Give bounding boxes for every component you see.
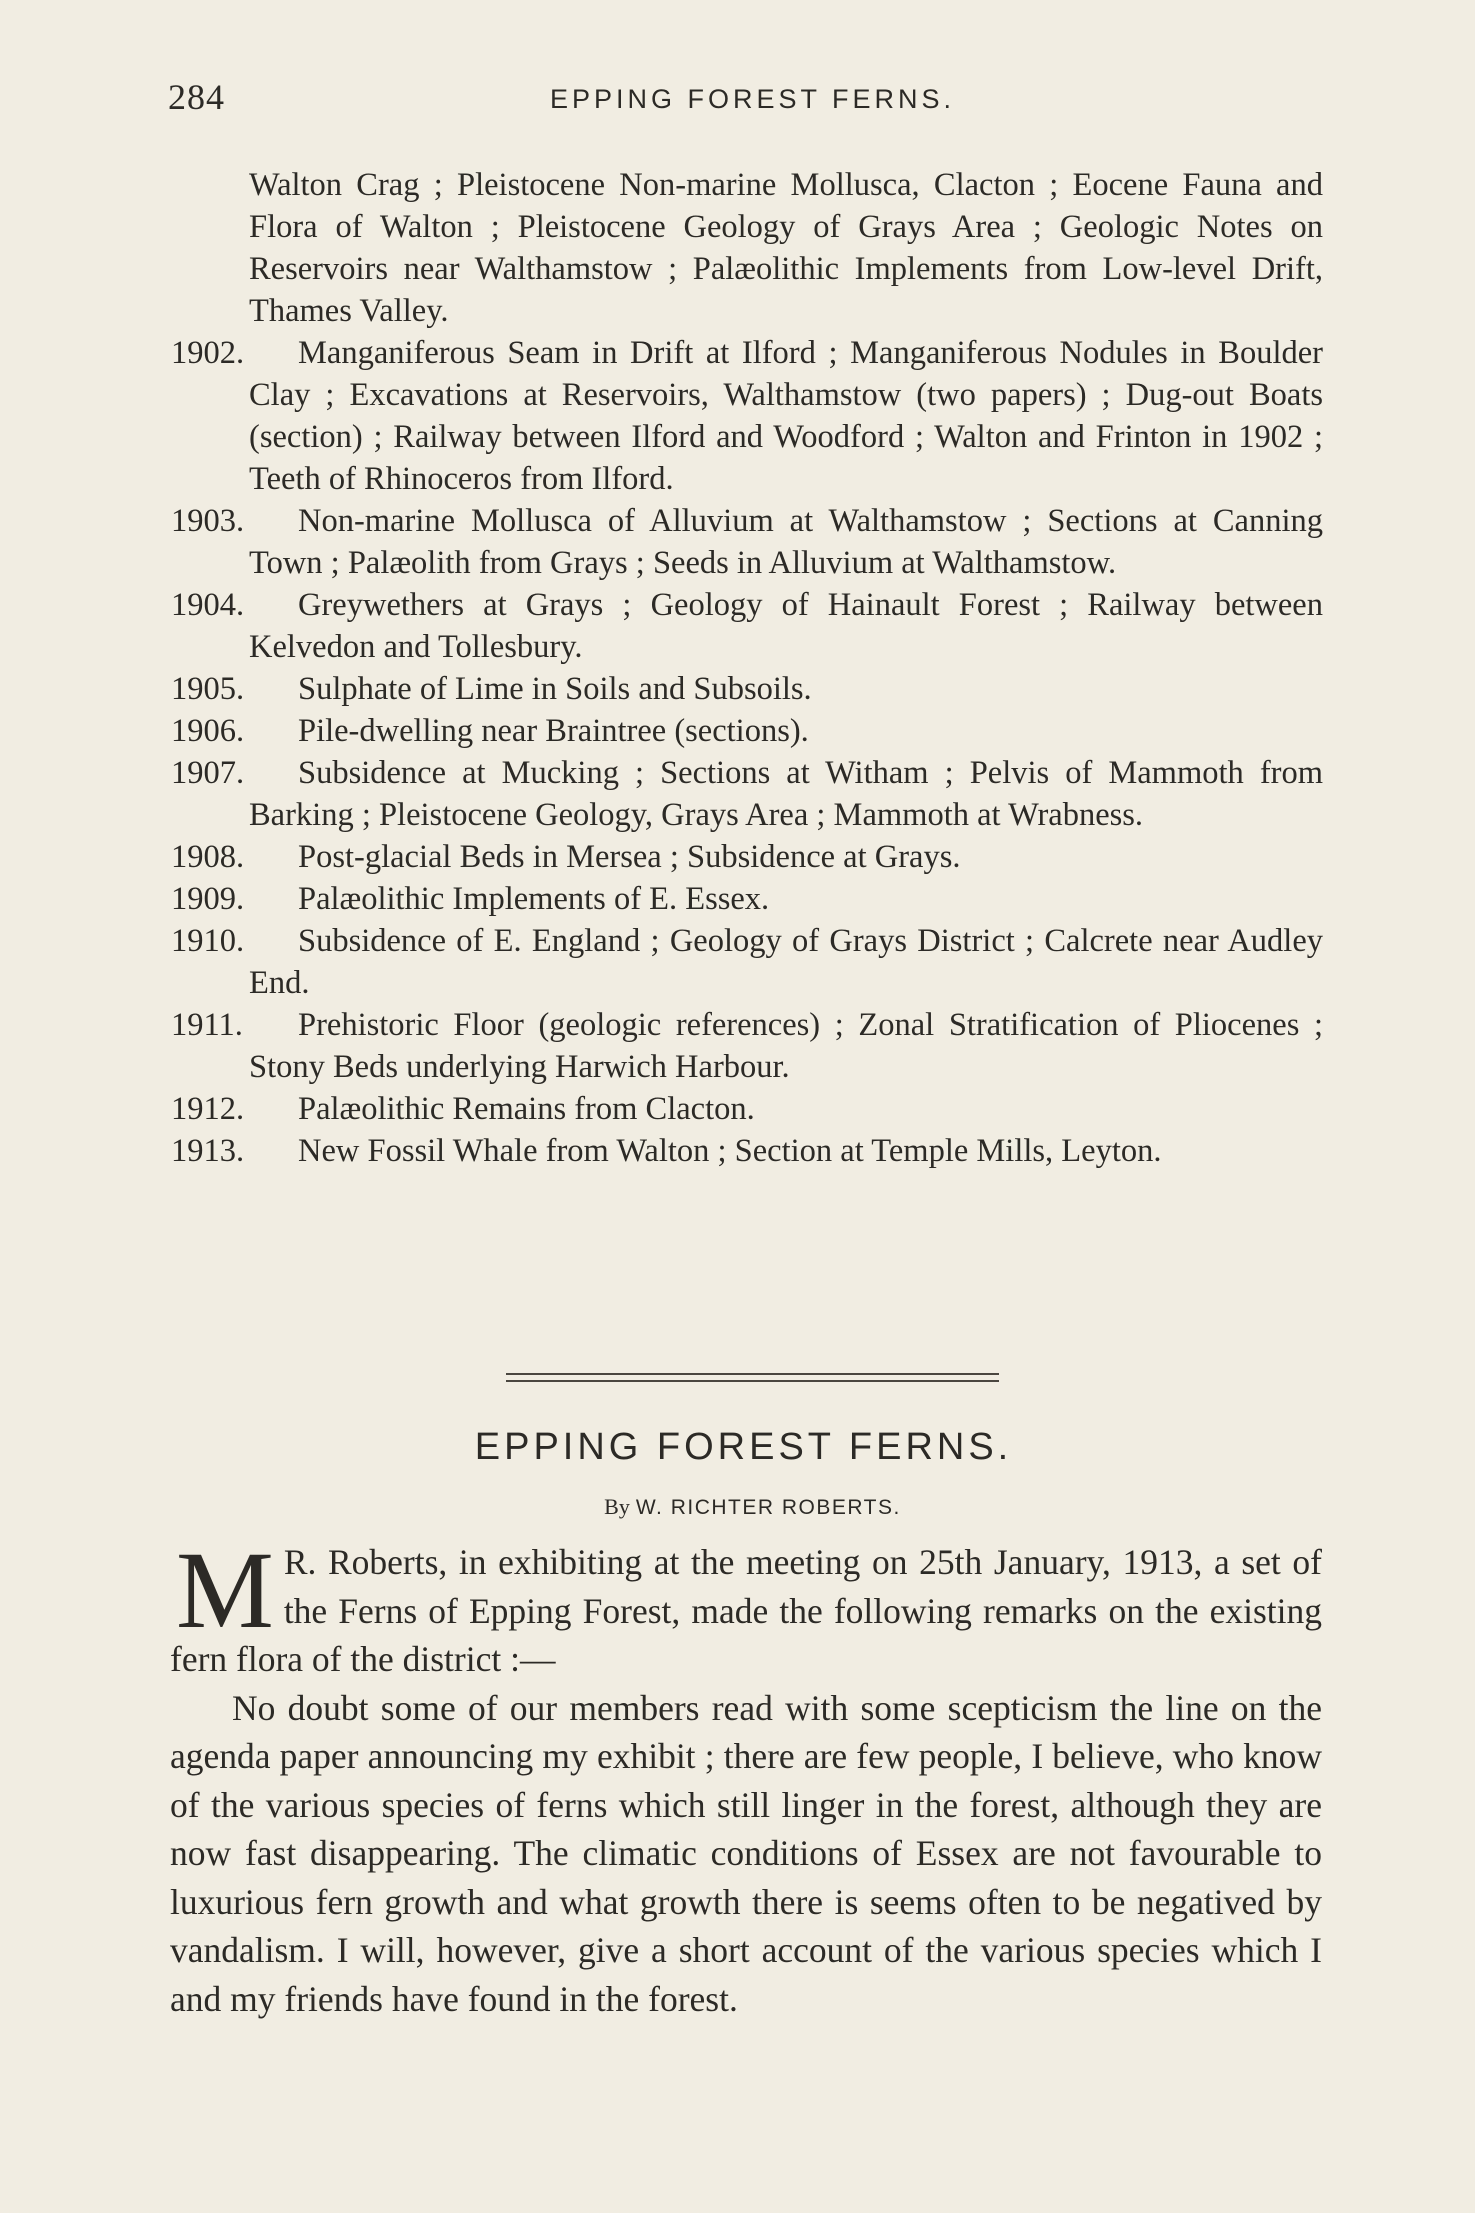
- entry-year: 1903.: [171, 503, 245, 539]
- entry-text: Manganiferous Seam in Drift at Ilford ; Manganiferous Nodules in Boulder Clay ; Excavations at Reservoirs, Walthamstow (two papers) ; Dug-out Boats (section) ; Railway between Ilford and Woodford ; Walton and Frinton in 1902 ; Teeth of Rhinoceros from Ilford.: [249, 335, 1323, 497]
- paragraph: [170, 1529, 1322, 1684]
- list-item: [171, 332, 1323, 500]
- bibliography-list: [171, 164, 1323, 1172]
- entry-text: Post-glacial Beds in Mersea ; Subsidence at Grays.: [298, 839, 961, 875]
- entry-year: 1909.: [171, 881, 245, 917]
- section-divider-bottom: [506, 1380, 999, 1382]
- list-item: [171, 710, 1323, 752]
- entry-text: Pile-dwelling near Braintree (sections).: [298, 713, 809, 749]
- entry-text: Non-marine Mollusca of Alluvium at Walthamstow ; Sections at Canning Town ; Palæolith from Grays ; Seeds in Alluvium at Walthamstow.: [249, 503, 1323, 581]
- paragraph: [170, 1684, 1322, 2024]
- list-item: [171, 668, 1323, 710]
- entry-year: 1902.: [171, 335, 245, 371]
- entry-text: Palæolithic Remains from Clacton.: [298, 1091, 755, 1127]
- byline: [0, 1494, 1475, 1520]
- article-title: EPPING FOREST FERNS.: [474, 1426, 1013, 1468]
- section-divider-top: [506, 1373, 999, 1375]
- byline-prefix: By: [604, 1494, 630, 1519]
- list-item: [171, 878, 1323, 920]
- entry-year: 1905.: [171, 671, 245, 707]
- entry-text: Palæolithic Implements of E. Essex.: [298, 881, 770, 917]
- entry-text: Greywethers at Grays ; Geology of Hainault Forest ; Railway between Kelvedon and Tollesbury.: [249, 587, 1323, 665]
- list-item: [171, 836, 1323, 878]
- list-item: [171, 1130, 1323, 1172]
- page-number: 284: [168, 77, 225, 117]
- paragraph-text: R. Roberts, in exhibiting at the meeting on 25th January, 1913, a set of the Ferns of Epping Forest, made the following remarks on the existing fern flora of the district :—: [170, 1542, 1322, 1679]
- entry-year: 1906.: [171, 713, 245, 749]
- entry-text: Prehistoric Floor (geologic references) ; Zonal Stratification of Pliocenes ; Stony Beds underlying Harwich Harbour.: [249, 1007, 1323, 1085]
- running-title: EPPING FOREST FERNS.: [549, 84, 956, 114]
- article-body: [170, 1529, 1322, 2023]
- list-item: [171, 500, 1323, 584]
- list-item: [171, 1088, 1323, 1130]
- entry-text: New Fossil Whale from Walton ; Section at Temple Mills, Leyton.: [298, 1133, 1162, 1169]
- paragraph-text: No doubt some of our members read with some scepticism the line on the agenda paper announcing my exhibit ; there are few people, I believe, who know of the various species of ferns which still linger in the forest, although they are now fast disappearing. The climatic conditions of Essex are not favourable to luxurious fern growth and what growth there is seems often to be negatived by vandalism. I will, however, give a short account of the various species which I and my friends have found in the forest.: [170, 1687, 1322, 2019]
- entry-year: 1904.: [171, 587, 245, 623]
- list-item: [171, 920, 1323, 1004]
- drop-cap: M: [176, 1529, 274, 1651]
- entry-year: 1911.: [171, 1007, 243, 1043]
- entry-year: 1912.: [171, 1091, 245, 1127]
- list-item: [171, 752, 1323, 836]
- entry-year: 1907.: [171, 755, 245, 791]
- entry-year: 1908.: [171, 839, 245, 875]
- list-item: [171, 1004, 1323, 1088]
- list-item: [171, 164, 1323, 332]
- entry-year: 1910.: [171, 923, 245, 959]
- author-name: W. RICHTER ROBERTS.: [635, 1496, 901, 1519]
- entry-text: Walton Crag ; Pleistocene Non-marine Mollusca, Clacton ; Eocene Fauna and Flora of Walton ; Pleistocene Geology of Grays Area ; Geologic Notes on Reservoirs near Walthamstow ; Palæolithic Implements from Low-level Drift, Thames Valley.: [249, 167, 1323, 329]
- entry-text: Subsidence at Mucking ; Sections at Witham ; Pelvis of Mammoth from Barking ; Pleistocene Geology, Grays Area ; Mammoth at Wrabness.: [249, 755, 1323, 833]
- entry-text: Sulphate of Lime in Soils and Subsoils.: [298, 671, 812, 707]
- entry-text: Subsidence of E. England ; Geology of Grays District ; Calcrete near Audley End.: [249, 923, 1323, 1001]
- entry-year: 1913.: [171, 1133, 245, 1169]
- list-item: [171, 584, 1323, 668]
